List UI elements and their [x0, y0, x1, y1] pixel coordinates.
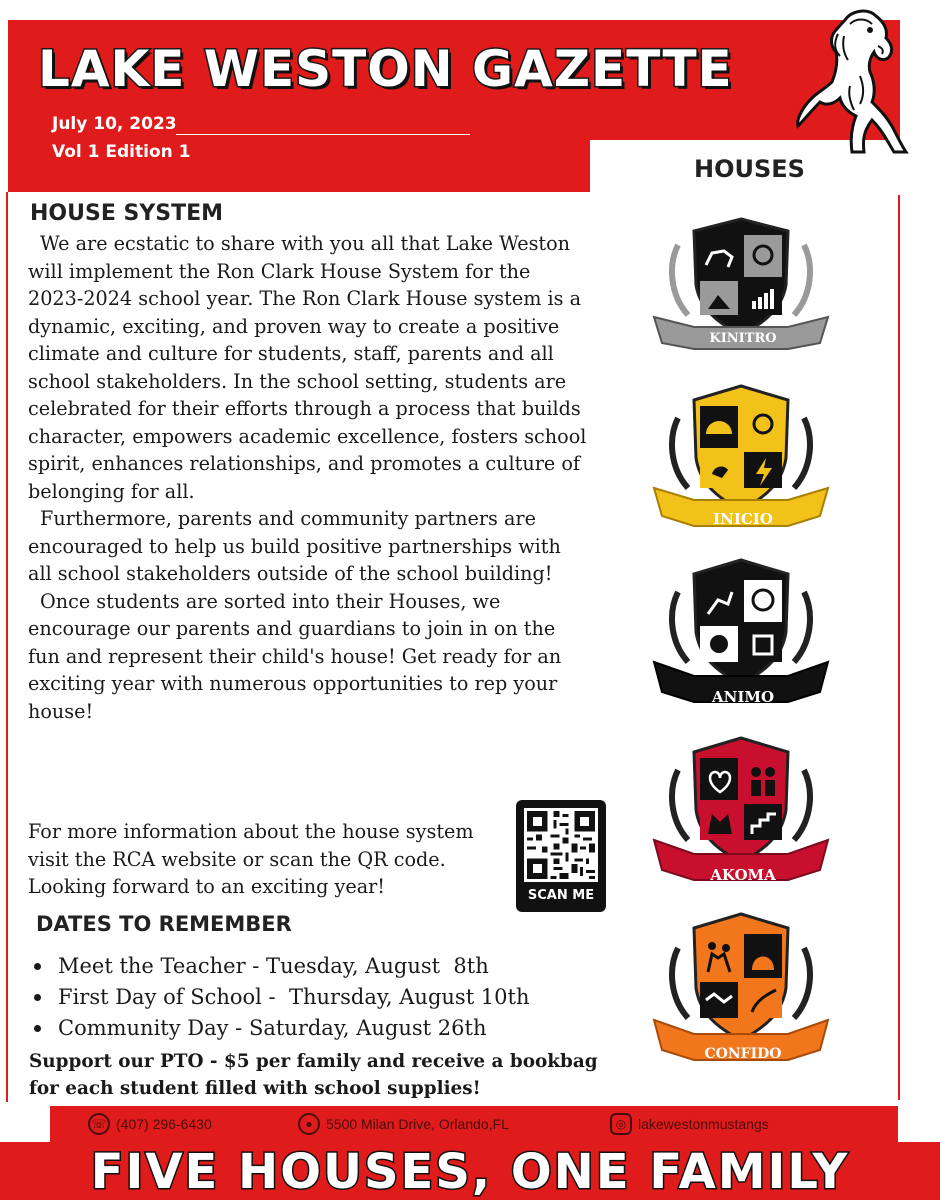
house-name-kinitro: KINITRO	[709, 331, 777, 346]
contact-bar	[50, 1106, 898, 1142]
phone-text: (407) 296-6430	[116, 1116, 212, 1132]
date-item-text: Meet the Teacher - Tuesday, August 8th	[58, 954, 489, 978]
article-paragraph: Furthermore, parents and community partners are encouraged to help us build positive partnerships with all school stakeholders outside of the school building!	[28, 507, 561, 585]
masthead-title: LAKE WESTON GAZETTE	[38, 40, 733, 98]
pto-notice: Support our PTO - $5 per family and receive a bookbag for each student filled with school supplies!	[29, 1051, 598, 1099]
location-pin-icon: ●	[298, 1113, 320, 1135]
more-info-text: For more information about the house system visit the RCA website or scan the QR code. Looking forward to an exciting year!	[28, 820, 474, 898]
house-name-animo: ANIMO	[711, 688, 775, 706]
house-system-title: HOUSE SYSTEM	[30, 201, 224, 226]
house-name-akoma: AKOMA	[710, 866, 776, 884]
date-item-text: Community Day - Saturday, August 26th	[58, 1016, 487, 1040]
mustang-logo-icon	[790, 6, 910, 156]
qr-code-icon	[524, 808, 598, 882]
article-paragraph: We are ecstatic to share with you all that Lake Weston will implement the Ron Clark House System for the 2023-2024 school year. The Ron Clark House system is a dynamic, exciting, and proven way to create a positive climate and culture for students, staff, parents and all school stakeholders. In the school setting, students are celebrated for their efforts through a process that builds character, empowers academic excellence, fosters school spirit, enhances relationships, and promotes a culture of belonging for all.	[28, 232, 587, 503]
social-handle-text: lakewestonmustangs	[638, 1116, 769, 1132]
article-paragraph: Once students are sorted into their Houses, we encourage our parents and guardians to join in on the fun and represent their child's house! Get ready for an exciting year with numerous opportunities to rep your house!	[28, 589, 562, 723]
contact-phone[interactable]	[88, 1113, 212, 1135]
issue-edition: Vol 1 Edition 1	[52, 142, 191, 162]
qr-code[interactable]	[516, 800, 606, 912]
list-item	[30, 1013, 530, 1044]
house-name-inicio: INICIO	[713, 510, 773, 528]
list-item	[30, 951, 530, 982]
address-text: 5500 Milan Drive, Orlando,FL	[326, 1116, 509, 1132]
dates-list	[30, 951, 530, 1044]
instagram-icon: ◎	[610, 1113, 632, 1135]
houses-heading: HOUSES	[694, 155, 805, 183]
date-item-text: First Day of School - Thursday, August 10th	[58, 985, 530, 1009]
house-name-confido: CONFIDO	[704, 1046, 782, 1062]
right-rule	[898, 195, 900, 1100]
issue-date: July 10, 2023	[52, 114, 177, 134]
footer-slogan: FIVE HOUSES, ONE FAMILY	[90, 1144, 850, 1200]
qr-scan-label: SCAN ME	[527, 888, 595, 903]
house-system-body	[28, 230, 588, 725]
bullet-icon	[34, 963, 41, 970]
date-rule	[176, 134, 470, 135]
phone-icon: ☏	[88, 1113, 110, 1135]
bullet-icon	[34, 1025, 41, 1032]
bullet-icon	[34, 994, 41, 1001]
dates-title: DATES TO REMEMBER	[36, 912, 292, 936]
left-rule	[6, 192, 8, 1102]
list-item	[30, 982, 530, 1013]
contact-address[interactable]	[298, 1113, 509, 1135]
contact-social[interactable]	[610, 1113, 769, 1135]
